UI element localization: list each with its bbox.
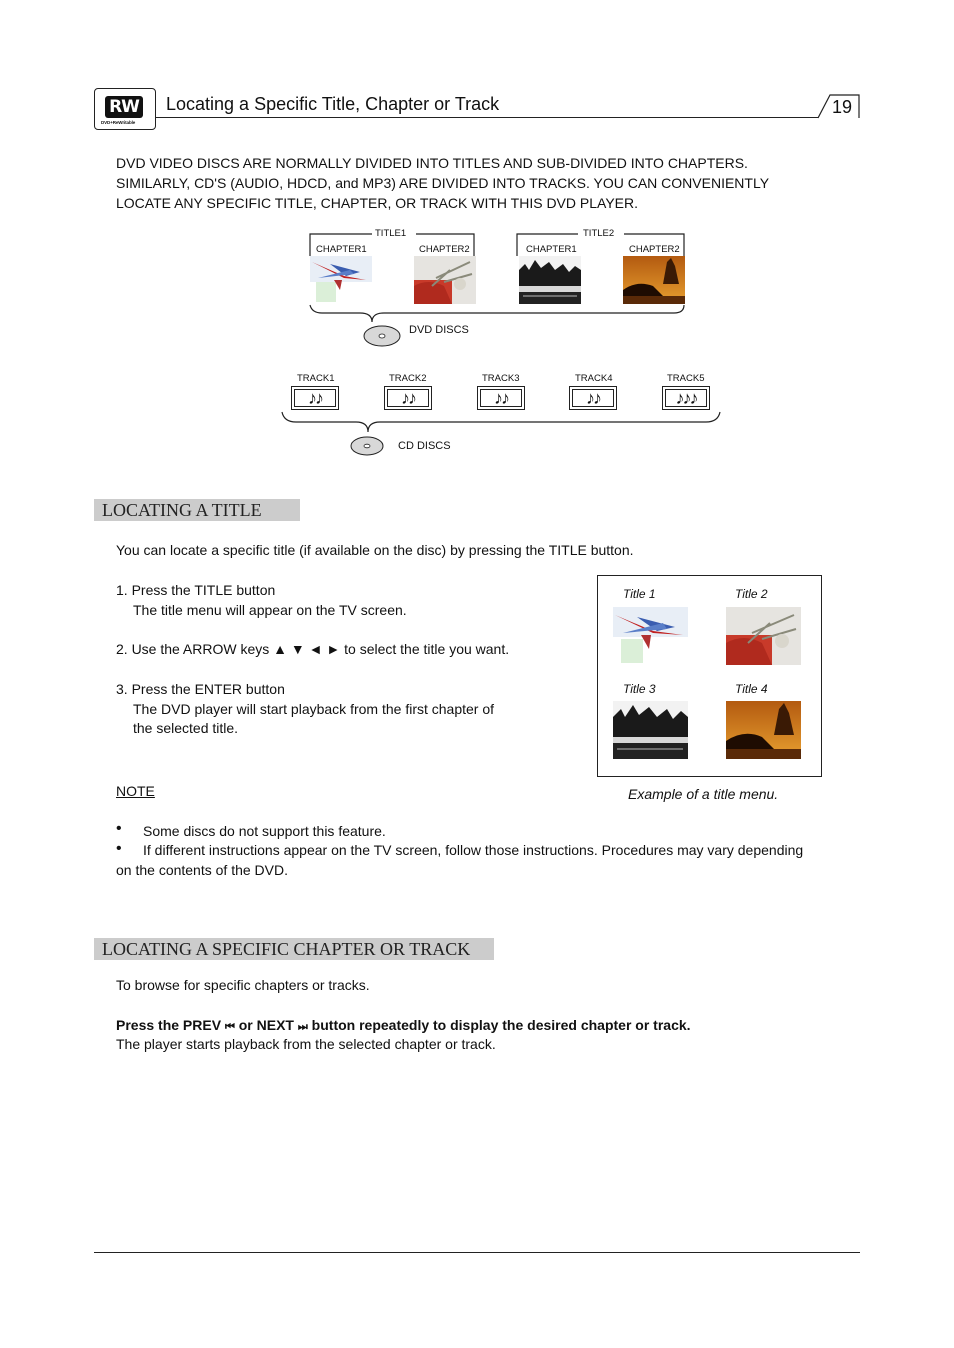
track2-label: TRACK2 bbox=[389, 373, 427, 384]
chapter-thumb-sunset bbox=[623, 256, 685, 304]
menu-thumb-dragonfly bbox=[613, 607, 688, 665]
track3-label: TRACK3 bbox=[482, 373, 520, 384]
chapter-thumb-dragonfly bbox=[310, 256, 372, 304]
title-menu-caption: Example of a title menu. bbox=[628, 786, 779, 802]
menu-thumb-mantis bbox=[726, 607, 801, 665]
step-3-detail-line-2: the selected title. bbox=[133, 720, 239, 736]
menu-title-3-label: Title 3 bbox=[623, 682, 656, 696]
chapter-intro: To browse for specific chapters or tracks. bbox=[116, 977, 370, 993]
step-2: 2. Use the ARROW keys ▲ ▼ ◄ ► to select the title you want. bbox=[116, 641, 510, 657]
dvd-t1-chapter1-label: CHAPTER1 bbox=[316, 244, 367, 255]
note-bullet-2-line-2: on the contents of the DVD. bbox=[116, 862, 288, 878]
locate-title-intro: You can locate a specific title (if available on the disc) by pressing the TITLE button. bbox=[116, 542, 634, 558]
step-3: 3. Press the ENTER button bbox=[116, 681, 285, 697]
dvd-title1-label: TITLE1 bbox=[375, 228, 407, 239]
bullet-2-marker: • bbox=[116, 840, 122, 857]
footer-rule bbox=[94, 1252, 860, 1253]
intro-paragraph bbox=[116, 153, 856, 213]
page-title: Locating a Specific Title, Chapter or Track bbox=[166, 94, 500, 114]
step-1: 1. Press the TITLE button bbox=[116, 582, 276, 598]
dvd-discs-label: DVD DISCS bbox=[409, 324, 469, 336]
intro-line-3: LOCATE ANY SPECIFIC TITLE, CHAPTER, OR TRACK WITH THIS DVD PLAYER. bbox=[116, 195, 638, 211]
track1-music-note-icon: ♪♪ bbox=[291, 386, 339, 410]
dvd-t2-chapter1-label: CHAPTER1 bbox=[526, 244, 577, 255]
menu-thumb-mountains bbox=[613, 701, 688, 759]
instruction-part-3: button repeatedly to display the desired chapter or track. bbox=[311, 1017, 691, 1033]
menu-thumb-sunset bbox=[726, 701, 801, 759]
menu-title-2-label: Title 2 bbox=[735, 587, 768, 601]
dvd-title2-label: TITLE2 bbox=[583, 228, 615, 239]
step-3-detail-line-1: The DVD player will start playback from the first chapter of bbox=[133, 701, 495, 717]
track2-music-note-icon: ♪♪ bbox=[384, 386, 432, 410]
dvd-t1-chapter2-label: CHAPTER2 bbox=[419, 244, 470, 255]
track5-music-note-icon: ♪♪♪ bbox=[662, 386, 710, 410]
cd-discs-label: CD DISCS bbox=[398, 440, 451, 452]
note-bullet-1: Some discs do not support this feature. bbox=[143, 823, 386, 839]
track5-label: TRACK5 bbox=[667, 373, 705, 384]
track4-music-note-icon: ♪♪ bbox=[569, 386, 617, 410]
cd-structure-diagram bbox=[276, 408, 726, 466]
step-1-detail: The title menu will appear on the TV screen. bbox=[133, 602, 407, 618]
note-label: NOTE bbox=[116, 783, 155, 799]
instruction-part-1: Press the PREV bbox=[116, 1017, 222, 1033]
dvd-t2-chapter2-label: CHAPTER2 bbox=[629, 244, 680, 255]
menu-title-1-label: Title 1 bbox=[623, 587, 656, 601]
intro-line-2: SIMILARLY, CD'S (AUDIO, HDCD, and MP3) ARE DIVIDED INTO TRACKS. YOU CAN CONVENIENTLY bbox=[116, 175, 770, 191]
chapter-thumb-mountains bbox=[519, 256, 581, 304]
note-bullet-2-line-1: If different instructions appear on the TV screen, follow those instructions. Procedures may vary depending bbox=[143, 842, 804, 858]
section-heading-locating-chapter: LOCATING A SPECIFIC CHAPTER OR TRACK bbox=[94, 938, 494, 960]
chapter-detail: The player starts playback from the selected chapter or track. bbox=[116, 1036, 496, 1052]
section-heading-locating-title: LOCATING A TITLE bbox=[94, 499, 300, 521]
intro-line-1: DVD VIDEO DISCS ARE NORMALLY DIVIDED INTO TITLES AND SUB-DIVIDED INTO CHAPTERS. bbox=[116, 155, 748, 171]
track4-label: TRACK4 bbox=[575, 373, 613, 384]
track3-music-note-icon: ♪♪ bbox=[477, 386, 525, 410]
header-rule bbox=[156, 117, 818, 118]
prev-icon: ⏮ bbox=[224, 1020, 235, 1033]
bullet-1-marker: • bbox=[116, 820, 122, 837]
dvd-rw-logo bbox=[94, 88, 156, 130]
page-number: 19 bbox=[832, 97, 853, 117]
logo-rw-text: RW bbox=[105, 96, 143, 118]
chapter-thumb-mantis bbox=[414, 256, 476, 304]
logo-subtext: DVD+ReWritable bbox=[101, 120, 136, 125]
menu-title-4-label: Title 4 bbox=[735, 682, 768, 696]
track1-label: TRACK1 bbox=[297, 373, 335, 384]
instruction-part-2: or NEXT bbox=[238, 1017, 294, 1033]
next-icon: ⏭ bbox=[297, 1020, 308, 1033]
